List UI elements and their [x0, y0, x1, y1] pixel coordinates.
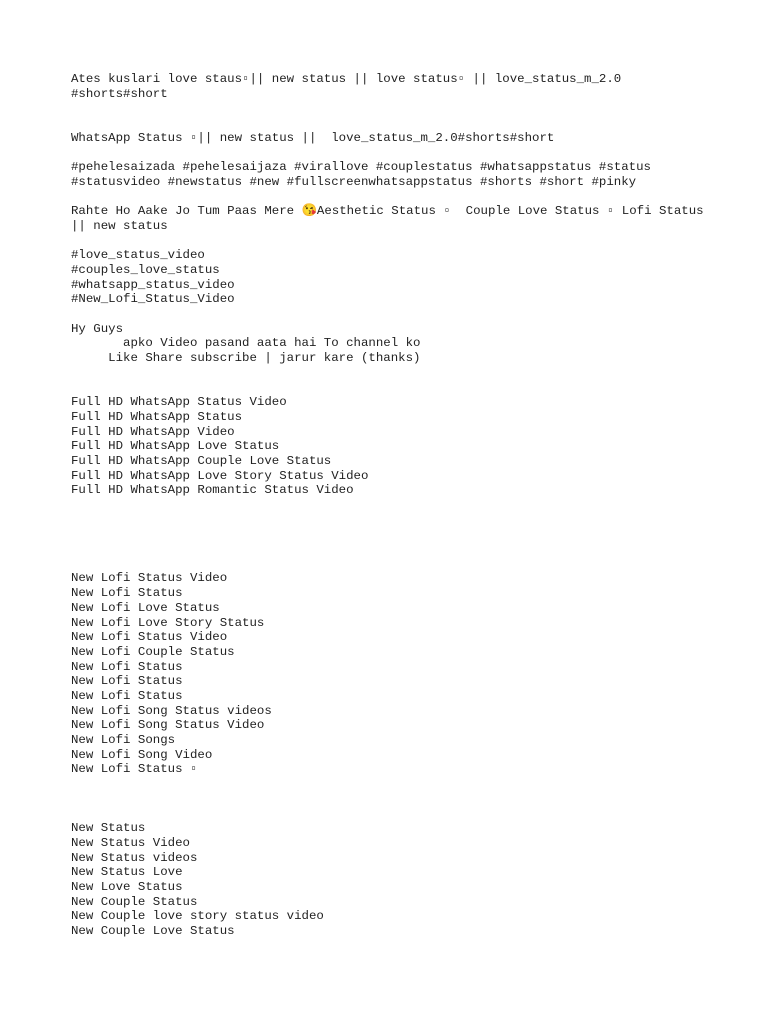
list-item: New Couple Love Status: [71, 923, 235, 938]
lofi-list: [71, 571, 731, 777]
tags-block: [71, 160, 731, 189]
list-item: Full HD WhatsApp Couple Love Status: [71, 453, 332, 468]
greeting-block: [71, 322, 731, 366]
list-item: New Couple love story status video: [71, 909, 324, 924]
whatsapp-status-title: WhatsApp Status ▫|| new status || love_status_m_2.0#shorts#short: [71, 130, 555, 145]
list-item: New Lofi Status: [71, 688, 183, 703]
tags-line: #statusvideo #newstatus #new #fullscreenwhatsappstatus #shorts #short #pinky: [71, 174, 637, 189]
hashtag-item: #New_Lofi_Status_Video: [71, 292, 235, 307]
list-item: New Lofi Status: [71, 586, 183, 601]
greeting-line: Like Share subscribe | jarur kare (thanks): [71, 351, 421, 366]
hashtag-item: #love_status_video: [71, 248, 205, 263]
list-item: New Lofi Couple Status: [71, 644, 235, 659]
list-item: New Status: [71, 821, 146, 836]
song-title-line: || new status: [71, 218, 168, 233]
list-item: Full HD WhatsApp Status: [71, 409, 243, 424]
header-line-1: Ates kuslari love staus▫|| new status || love status▫ || love_status_m_2.0: [71, 72, 622, 86]
document-page: [71, 72, 731, 939]
list-item: New Lofi Status Video: [71, 571, 228, 586]
hashtag-list: [71, 248, 731, 307]
list-item: New Status Video: [71, 835, 190, 850]
list-item: New Lofi Song Video: [71, 747, 213, 762]
new-status-list: [71, 821, 731, 939]
list-item: New Love Status: [71, 879, 183, 894]
greeting-line: apko Video pasand aata hai To channel ko: [71, 336, 421, 351]
list-item: Full HD WhatsApp Status Video: [71, 395, 287, 410]
list-item: New Lofi Status ▫: [71, 762, 198, 777]
list-item: New Lofi Status: [71, 674, 183, 689]
full-hd-list: [71, 395, 731, 498]
tags-line: #pehelesaizada #pehelesaijaza #virallove #couplestatus #whatsappstatus #status: [71, 160, 651, 175]
list-item: Full HD WhatsApp Video: [71, 424, 235, 439]
list-item: New Lofi Song Status Video: [71, 718, 265, 733]
header-line-2: #shorts#short: [71, 86, 168, 101]
list-item: New Lofi Love Status: [71, 600, 220, 615]
hashtag-item: #couples_love_status: [71, 262, 220, 277]
list-item: New Lofi Song Status videos: [71, 703, 272, 718]
list-item: New Status videos: [71, 850, 198, 865]
list-item: New Couple Status: [71, 894, 198, 909]
song-title-block: [71, 204, 731, 233]
list-item: Full HD WhatsApp Love Status: [71, 439, 280, 454]
hashtag-item: #whatsapp_status_video: [71, 277, 235, 292]
list-item: New Lofi Love Story Status: [71, 615, 265, 630]
list-item: New Status Love: [71, 865, 183, 880]
song-title-line: Rahte Ho Aake Jo Tum Paas Mere 😘Aesthetic Status ▫ Couple Love Status ▫ Lofi Status: [71, 204, 704, 219]
list-item: Full HD WhatsApp Love Story Status Video: [71, 468, 369, 483]
list-item: New Lofi Status Video: [71, 630, 228, 645]
list-item: Full HD WhatsApp Romantic Status Video: [71, 483, 354, 498]
list-item: New Lofi Status: [71, 659, 183, 674]
greeting-line: Hy Guys: [71, 321, 124, 336]
list-item: New Lofi Songs: [71, 733, 176, 748]
